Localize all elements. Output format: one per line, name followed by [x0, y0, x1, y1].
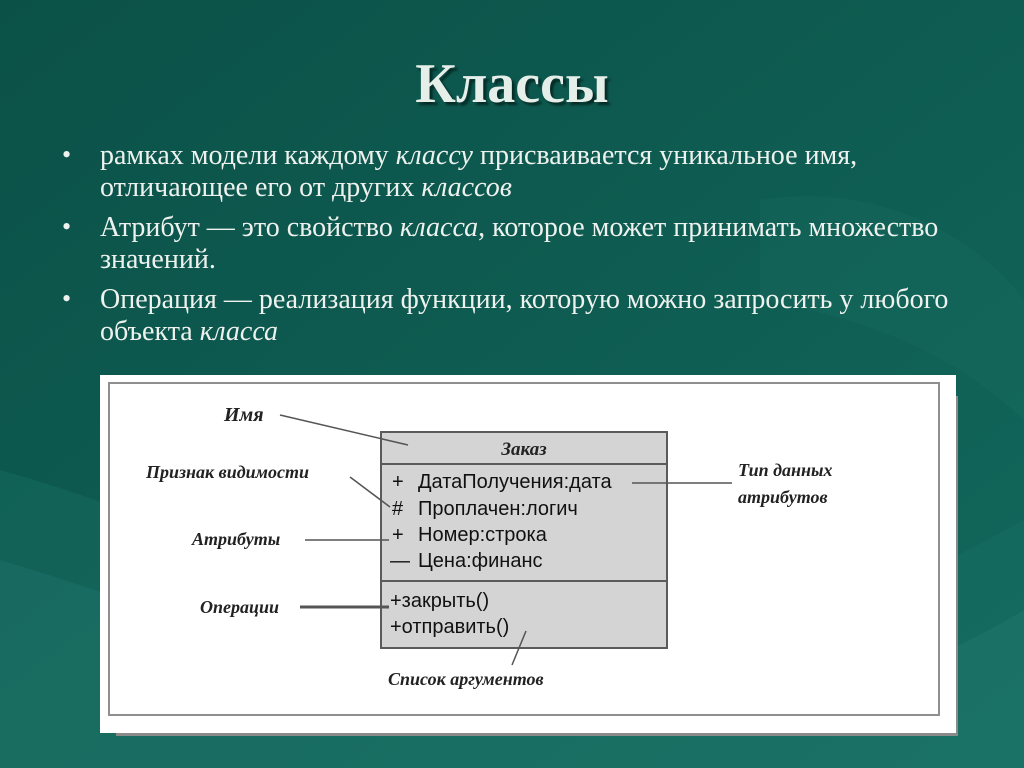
- attribute-visibility: #: [392, 498, 404, 520]
- bullet-text: Операция — реализация функции, которую можно запросить у любого объекта: [100, 284, 949, 347]
- class-name: Заказ: [501, 439, 547, 460]
- bullet-text: , которое может принимать множество значений.: [100, 212, 939, 275]
- operation-text: +закрыть(): [390, 590, 490, 612]
- annotation-operations: Операции: [200, 597, 280, 617]
- uml-class-diagram: [100, 375, 956, 733]
- annotation-name: Имя: [224, 404, 264, 426]
- bullet-item: [62, 140, 962, 204]
- bullet-marker: •: [62, 284, 72, 313]
- attribute-visibility: +: [392, 524, 404, 546]
- annotation-args: Список аргументов: [388, 669, 544, 689]
- bullet-text: присваивается уникальное имя, отличающее его от других: [100, 140, 858, 203]
- annotation-data-type: атрибутов: [738, 487, 828, 507]
- bullet-text: Атрибут — это свойство: [100, 212, 400, 243]
- annotation-data-type: Тип данных: [738, 460, 833, 480]
- annotation-visibility: Признак видимости: [146, 462, 309, 482]
- bullet-text-italic: классов: [421, 172, 512, 203]
- attribute-visibility: —: [390, 550, 410, 572]
- attribute-text: Проплачен:логич: [418, 498, 578, 520]
- attribute-text: Номер:строка: [418, 524, 547, 546]
- bullet-marker: •: [62, 140, 72, 169]
- bullet-item: [62, 284, 962, 348]
- slide-title: Классы: [415, 53, 609, 115]
- annotation-attributes: Атрибуты: [192, 529, 281, 549]
- bullet-text: рамках модели каждому: [100, 140, 396, 171]
- attribute-text: ДатаПолучения:дата: [418, 471, 612, 493]
- bullet-text-italic: класса: [199, 316, 279, 347]
- annotation-name-leader: [280, 415, 408, 445]
- attribute-visibility: +: [392, 471, 404, 493]
- bullet-text-italic: класса: [399, 212, 479, 243]
- operation-text: +отправить(): [390, 616, 510, 638]
- bullet-marker: •: [62, 212, 72, 241]
- attribute-text: Цена:финанс: [418, 550, 543, 572]
- bullet-text-italic: классу: [395, 140, 473, 171]
- bullet-list: [62, 140, 962, 356]
- bullet-item: [62, 212, 962, 276]
